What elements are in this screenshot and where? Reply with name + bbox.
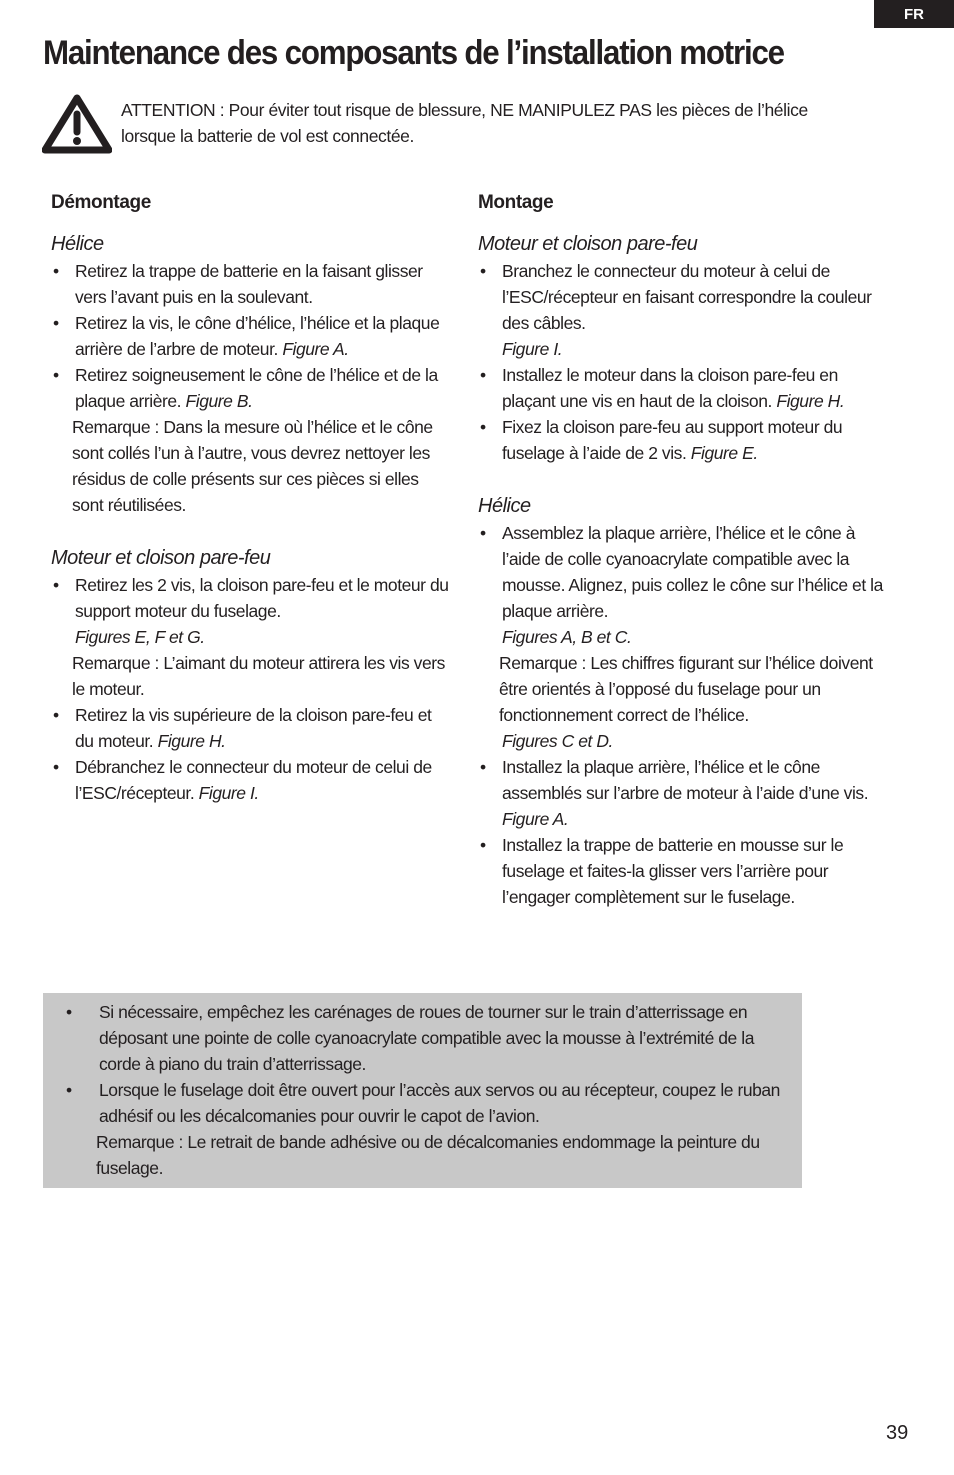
page-title: Maintenance des composants de l’installation motrice bbox=[43, 34, 784, 72]
item-text: Installez le moteur dans la cloison pare-feu en plaçant une vis en haut de la cloison. bbox=[502, 365, 838, 411]
figure-reference: Figure H. bbox=[776, 391, 845, 411]
item-text: Retirez les 2 vis, la cloison pare-feu et le moteur du support moteur du fuselage. bbox=[75, 575, 449, 621]
item-note: Remarque : Le retrait de bande adhésive ou de décalcomanies endommage la peinture du fuselage. bbox=[96, 1132, 760, 1178]
item-text: Débranchez le connecteur du moteur de celui de l’ESC/récepteur. bbox=[75, 757, 432, 803]
item-note: Remarque : L’aimant du moteur attirera les vis vers le moteur. bbox=[72, 653, 445, 699]
figure-reference: Figures C et D. bbox=[502, 731, 613, 751]
tip-box bbox=[43, 993, 802, 1188]
item-text: Si nécessaire, empêchez les carénages de roues de tourner sur le train d’atterrissage en déposant une pointe de colle cyanoacrylate compatible avec la mousse à l’extrémité de la corde à piano du train d’atterrissage. bbox=[99, 1002, 754, 1074]
section-title-motor-firewall-install: Moteur et cloison pare-feu bbox=[478, 233, 698, 255]
figure-reference: Figure H. bbox=[157, 731, 226, 751]
figure-reference: Figure E. bbox=[690, 443, 758, 463]
item-text: Fixez la cloison pare-feu au support moteur du fuselage à l’aide de 2 vis. bbox=[502, 417, 843, 463]
item-text: Installez la trappe de batterie en mousse sur le fuselage et faites-la glisser vers l’arrière pour l’engager complètement sur le fuselage. bbox=[502, 835, 844, 907]
propeller-removal-list bbox=[51, 258, 451, 518]
item-text: Installez la plaque arrière, l’hélice et le cône assemblés sur l’arbre de moteur à l’aide d’une vis. bbox=[502, 757, 869, 803]
list-item bbox=[63, 999, 788, 1077]
propeller-install-list bbox=[478, 520, 888, 910]
list-item bbox=[478, 362, 888, 414]
item-text: Retirez la vis, le cône d’hélice, l’hélice et la plaque arrière de l’arbre de moteur. bbox=[75, 313, 440, 359]
list-item bbox=[51, 572, 451, 702]
list-item bbox=[51, 310, 451, 362]
list-item bbox=[478, 258, 888, 362]
page-number: 39 bbox=[886, 1422, 909, 1444]
figure-reference: Figure A. bbox=[502, 809, 569, 829]
list-item bbox=[51, 754, 451, 806]
item-text: Lorsque le fuselage doit être ouvert pour l’accès aux servos ou au récepteur, coupez le ruban adhésif ou les décalcomanies pour ouvrir le capot de l’avion. bbox=[99, 1080, 780, 1126]
disassembly-column bbox=[51, 189, 451, 806]
section-title-propeller-removal: Hélice bbox=[51, 233, 104, 255]
assembly-heading: Montage bbox=[478, 192, 554, 213]
item-text: Retirez soigneusement le cône de l’hélice et de la plaque arrière. bbox=[75, 365, 438, 411]
item-text: Assemblez la plaque arrière, l’hélice et le cône à l’aide de colle cyanoacrylate compatible avec la mousse. Alignez, puis collez le cône sur l’hélice et la plaque arrière. bbox=[502, 523, 883, 621]
list-item bbox=[51, 362, 451, 518]
list-item bbox=[478, 754, 888, 832]
list-item bbox=[478, 520, 888, 754]
figure-reference: Figure I. bbox=[502, 339, 563, 359]
section-title-propeller-install: Hélice bbox=[478, 495, 531, 517]
list-item bbox=[478, 414, 888, 466]
list-item bbox=[63, 1077, 788, 1181]
item-note: Remarque : Dans la mesure où l’hélice et le cône sont collés l’un à l’autre, vous devrez nettoyer les résidus de colle présents sur ces pièces si elles sont réutilisées. bbox=[72, 417, 433, 515]
figure-reference: Figures E, F et G. bbox=[75, 627, 205, 647]
figure-reference: Figures A, B et C. bbox=[502, 627, 632, 647]
section-title-motor-firewall-removal: Moteur et cloison pare-feu bbox=[51, 547, 271, 569]
disassembly-heading: Démontage bbox=[51, 192, 151, 213]
item-text: Branchez le connecteur du moteur à celui de l’ESC/récepteur en faisant correspondre la couleur des câbles. bbox=[502, 261, 872, 333]
list-item bbox=[51, 702, 451, 754]
item-note: Remarque : Les chiffres figurant sur l’hélice doivent être orientés à l’opposé du fuselage pour un fonctionnement correct de l’hélice. bbox=[499, 653, 873, 725]
warning-text: ATTENTION : Pour éviter tout risque de blessure, NE MANIPULEZ PAS les pièces de l’hélice lorsque la batterie de vol est connectée. bbox=[121, 100, 808, 146]
figure-reference: Figure A. bbox=[282, 339, 349, 359]
assembly-column bbox=[478, 189, 888, 910]
motor-firewall-removal-list bbox=[51, 572, 451, 806]
item-text: Retirez la trappe de batterie en la faisant glisser vers l’avant puis en la soulevant. bbox=[75, 261, 423, 307]
list-item bbox=[478, 832, 888, 910]
warning-triangle-icon bbox=[42, 94, 112, 154]
motor-firewall-install-list bbox=[478, 258, 888, 466]
list-item bbox=[51, 258, 451, 310]
figure-reference: Figure I. bbox=[198, 783, 259, 803]
language-tab: FR bbox=[874, 0, 954, 28]
figure-reference: Figure B. bbox=[185, 391, 253, 411]
tip-list bbox=[63, 999, 788, 1181]
item-text: Retirez la vis supérieure de la cloison pare-feu et du moteur. bbox=[75, 705, 432, 751]
